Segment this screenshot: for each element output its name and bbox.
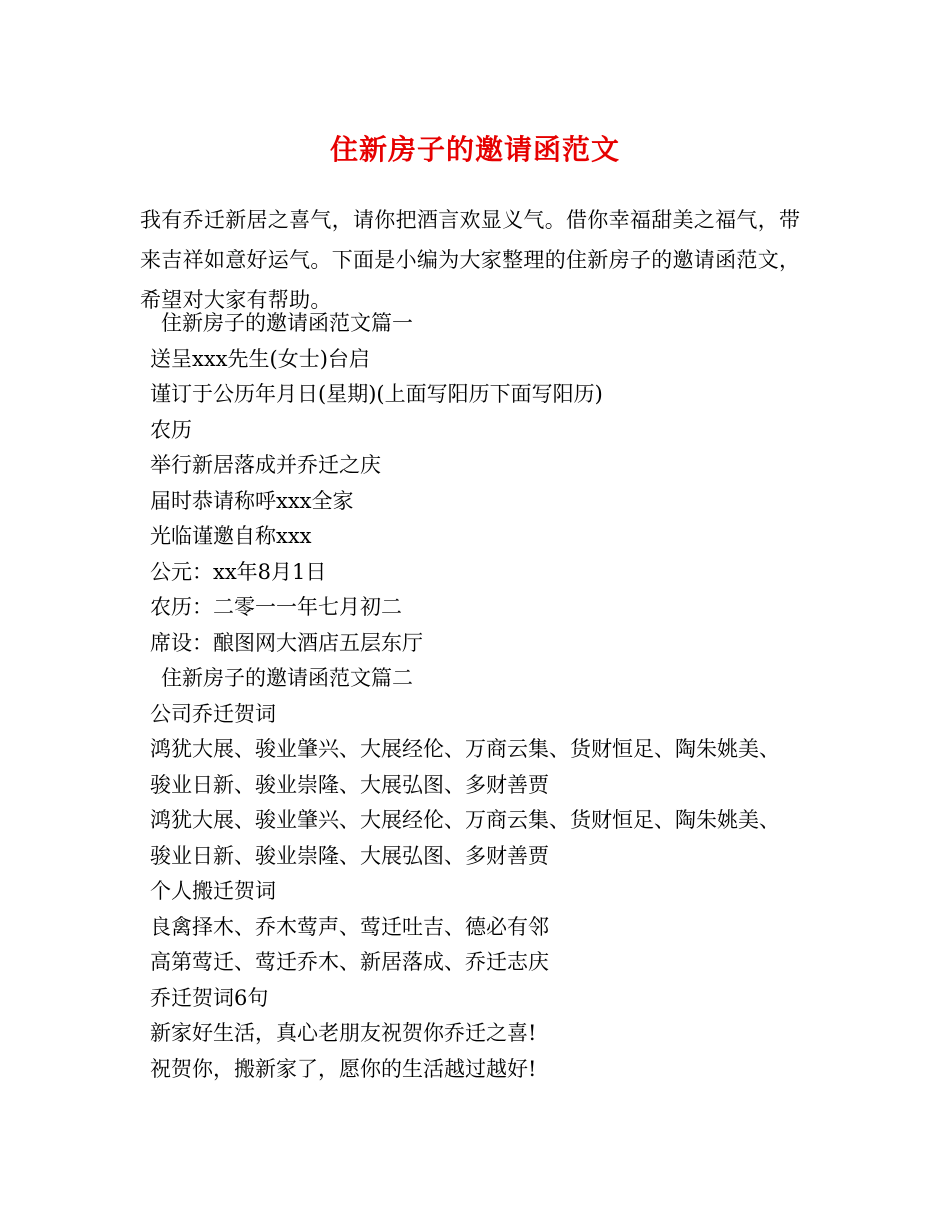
body-line: 鸿犹大展、骏业肇兴、大展经伦、万商云集、货财恒足、陶朱姚美、 xyxy=(150,808,780,832)
body-lines xyxy=(150,306,830,1087)
body-line: 骏业日新、骏业崇隆、大展弘图、多财善贾 xyxy=(150,772,549,797)
body-line: 光临谨邀自称xxx xyxy=(150,524,312,548)
body-line: 谨订于公历年月日(星期)(上面写阳历下面写阳历) xyxy=(150,382,603,406)
body-line: 举行新居落成并乔迁之庆 xyxy=(150,453,381,477)
body-line: 乔迁贺词6句 xyxy=(150,985,269,1010)
body-line: 祝贺你，搬新家了，愿你的生活越过越好! xyxy=(150,1056,537,1081)
body-line: 个人搬迁贺词 xyxy=(150,879,276,903)
body-line: 鸿犹大展、骏业肇兴、大展经伦、万商云集、货财恒足、陶朱姚美、 xyxy=(150,737,780,761)
intro-paragraph: 我有乔迁新居之喜气，请你把酒言欢显义气。借你幸福甜美之福气，带来吉祥如意好运气。下面是小编为大家整理的住新房子的邀请函范文，希望对大家有帮助。 xyxy=(140,208,801,312)
body-line: 骏业日新、骏业崇隆、大展弘图、多财善贾 xyxy=(150,843,549,868)
body-line: 良禽择木、乔木莺声、莺迁吐吉、德必有邻 xyxy=(150,914,549,939)
section-heading: 住新房子的邀请函范文篇二 xyxy=(161,666,413,690)
body-line: 公元：xx年8月1日 xyxy=(150,559,327,584)
body-line: 席设：酿图网大酒店五层东厅 xyxy=(150,630,423,655)
body-line: 届时恭请称呼xxx全家 xyxy=(150,488,354,513)
body-line: 送呈xxx先生(女士)台启 xyxy=(150,346,370,371)
body-line: 农历：二零一一年七月初二 xyxy=(150,595,402,619)
body-line: 公司乔迁贺词 xyxy=(150,701,276,726)
body-line: 农历 xyxy=(150,417,192,442)
body-line: 高第莺迁、莺迁乔木、新居落成、乔迁志庆 xyxy=(150,950,549,974)
document-title: 住新房子的邀请函范文 xyxy=(329,133,620,166)
section-heading: 住新房子的邀请函范文篇一 xyxy=(161,311,413,335)
body-line: 新家好生活，真心老朋友祝贺你乔迁之喜! xyxy=(150,1021,537,1045)
